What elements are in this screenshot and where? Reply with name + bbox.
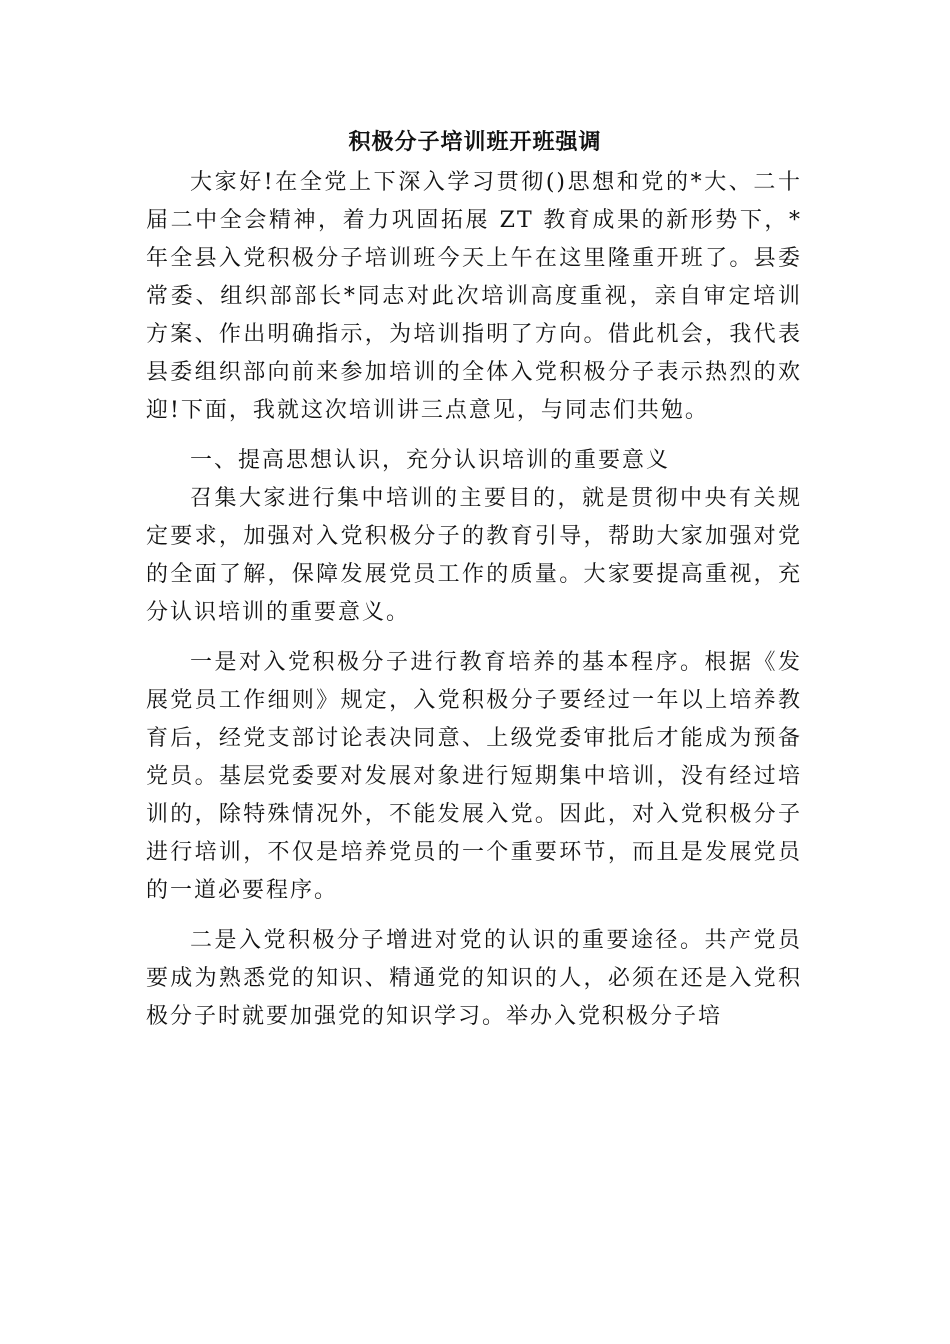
paragraph-point-two: 二是入党积极分子增进对党的认识的重要途径。共产党员要成为熟悉党的知识、精通党的知识的人，必须在还是入党积极分子时就要加强党的知识学习。举办入党积极分子培 <box>146 928 802 1029</box>
document-title: 积极分子培训班开班强调 <box>348 129 602 155</box>
paragraph-opening: 大家好!在全党上下深入学习贯彻()思想和党的*大、二十届二中全会精神，着力巩固拓展 ZT 教育成果的新形势下，*年全县入党积极分子培训班今天上午在这里隆重开班了。县委常委、组织部部长*同志对此次培训高度重视，亲自审定培训方案、作出明确指示，为培训指明了方向。借此机会，我代表县委组织部向前来参加培训的全体入党积极分子表示热烈的欢迎!下面，我就这次培训讲三点意见，与同志们共勉。 <box>146 170 802 423</box>
section-heading-one: 一、提高思想认识，充分认识培训的重要意义 <box>190 448 671 473</box>
paragraph-point-one: 一是对入党积极分子进行教育培养的基本程序。根据《发展党员工作细则》规定，入党积极分子要经过一年以上培养教育后，经党支部讨论表决同意、上级党委审批后才能成为预备党员。基层党委要对发展对象进行短期集中培训，没有经过培训的，除特殊情况外，不能发展入党。因此，对入党积极分子进行培训，不仅是培养党员的一个重要环节，而且是发展党员的一道必要程序。 <box>146 650 802 903</box>
document-body <box>146 164 802 1036</box>
paragraph-purpose: 召集大家进行集中培训的主要目的，就是贯彻中央有关规定要求，加强对入党积极分子的教育引导，帮助大家加强对党的全面了解，保障发展党员工作的质量。大家要提高重视，充分认识培训的重要意义。 <box>146 486 802 625</box>
